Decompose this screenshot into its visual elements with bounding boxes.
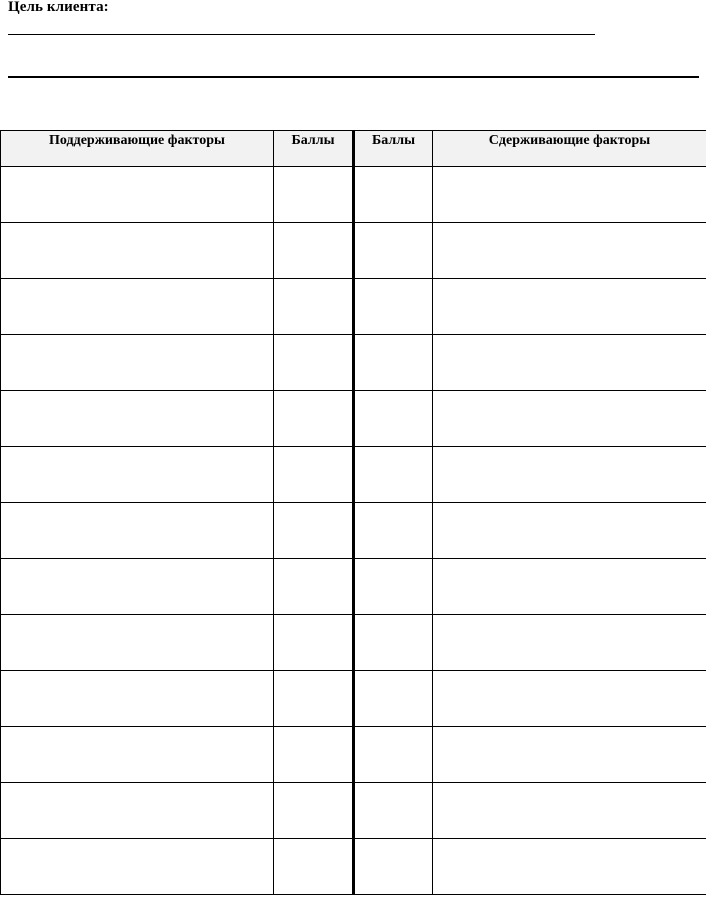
supporting-points-cell[interactable] — [274, 335, 354, 391]
restraining-factors-header: Сдерживающие факторы — [433, 131, 706, 167]
table-row — [1, 391, 706, 447]
table-row — [1, 783, 706, 839]
restraining-points-cell[interactable] — [354, 503, 433, 559]
supporting-points-cell[interactable] — [274, 391, 354, 447]
restraining-points-cell[interactable] — [354, 615, 433, 671]
restraining-points-cell[interactable] — [354, 839, 433, 895]
supporting-factor-cell[interactable] — [1, 447, 274, 503]
client-goal-line-1[interactable] — [8, 34, 595, 35]
supporting-points-cell[interactable] — [274, 167, 354, 223]
supporting-points-cell[interactable] — [274, 783, 354, 839]
table-row — [1, 503, 706, 559]
supporting-factor-cell[interactable] — [1, 615, 274, 671]
supporting-factors-header: Поддерживающие факторы — [1, 131, 274, 167]
supporting-factor-cell[interactable] — [1, 727, 274, 783]
restraining-points-cell[interactable] — [354, 167, 433, 223]
table-row — [1, 279, 706, 335]
supporting-factor-cell[interactable] — [1, 503, 274, 559]
restraining-factor-cell[interactable] — [433, 783, 706, 839]
restraining-points-cell[interactable] — [354, 279, 433, 335]
supporting-points-cell[interactable] — [274, 503, 354, 559]
restraining-factor-cell[interactable] — [433, 839, 706, 895]
supporting-factor-cell[interactable] — [1, 391, 274, 447]
force-field-table — [0, 130, 706, 895]
supporting-points-cell[interactable] — [274, 559, 354, 615]
restraining-factor-cell[interactable] — [433, 167, 706, 223]
table-row — [1, 615, 706, 671]
supporting-factor-cell[interactable] — [1, 839, 274, 895]
table-row — [1, 559, 706, 615]
table-row — [1, 671, 706, 727]
restraining-points-cell[interactable] — [354, 783, 433, 839]
table-row — [1, 223, 706, 279]
restraining-points-cell[interactable] — [354, 559, 433, 615]
restraining-points-cell[interactable] — [354, 335, 433, 391]
restraining-points-cell[interactable] — [354, 671, 433, 727]
client-goal-line-2[interactable] — [8, 76, 699, 78]
supporting-points-cell[interactable] — [274, 839, 354, 895]
restraining-points-cell[interactable] — [354, 727, 433, 783]
supporting-points-cell[interactable] — [274, 671, 354, 727]
table-row — [1, 447, 706, 503]
restraining-factor-cell[interactable] — [433, 279, 706, 335]
supporting-factor-cell[interactable] — [1, 167, 274, 223]
restraining-factor-cell[interactable] — [433, 559, 706, 615]
restraining-points-cell[interactable] — [354, 391, 433, 447]
supporting-points-cell[interactable] — [274, 727, 354, 783]
restraining-factor-cell[interactable] — [433, 223, 706, 279]
supporting-points-cell[interactable] — [274, 223, 354, 279]
restraining-factor-cell[interactable] — [433, 671, 706, 727]
supporting-factor-cell[interactable] — [1, 559, 274, 615]
restraining-factor-cell[interactable] — [433, 727, 706, 783]
supporting-points-cell[interactable] — [274, 615, 354, 671]
table-row — [1, 727, 706, 783]
supporting-factor-cell[interactable] — [1, 783, 274, 839]
restraining-factor-cell[interactable] — [433, 615, 706, 671]
restraining-points-cell[interactable] — [354, 447, 433, 503]
restraining-factor-cell[interactable] — [433, 447, 706, 503]
table-row — [1, 335, 706, 391]
supporting-factor-cell[interactable] — [1, 335, 274, 391]
supporting-factor-cell[interactable] — [1, 671, 274, 727]
restraining-points-header: Баллы — [354, 131, 433, 167]
table-row — [1, 167, 706, 223]
supporting-factor-cell[interactable] — [1, 223, 274, 279]
client-goal-label: Цель клиента: — [8, 0, 109, 15]
supporting-factor-cell[interactable] — [1, 279, 274, 335]
table-header-row — [1, 131, 706, 167]
restraining-factor-cell[interactable] — [433, 503, 706, 559]
restraining-factor-cell[interactable] — [433, 335, 706, 391]
restraining-points-cell[interactable] — [354, 223, 433, 279]
table-row — [1, 839, 706, 895]
table-body — [1, 167, 706, 895]
restraining-factor-cell[interactable] — [433, 391, 706, 447]
supporting-points-cell[interactable] — [274, 279, 354, 335]
supporting-points-cell[interactable] — [274, 447, 354, 503]
supporting-points-header: Баллы — [274, 131, 354, 167]
